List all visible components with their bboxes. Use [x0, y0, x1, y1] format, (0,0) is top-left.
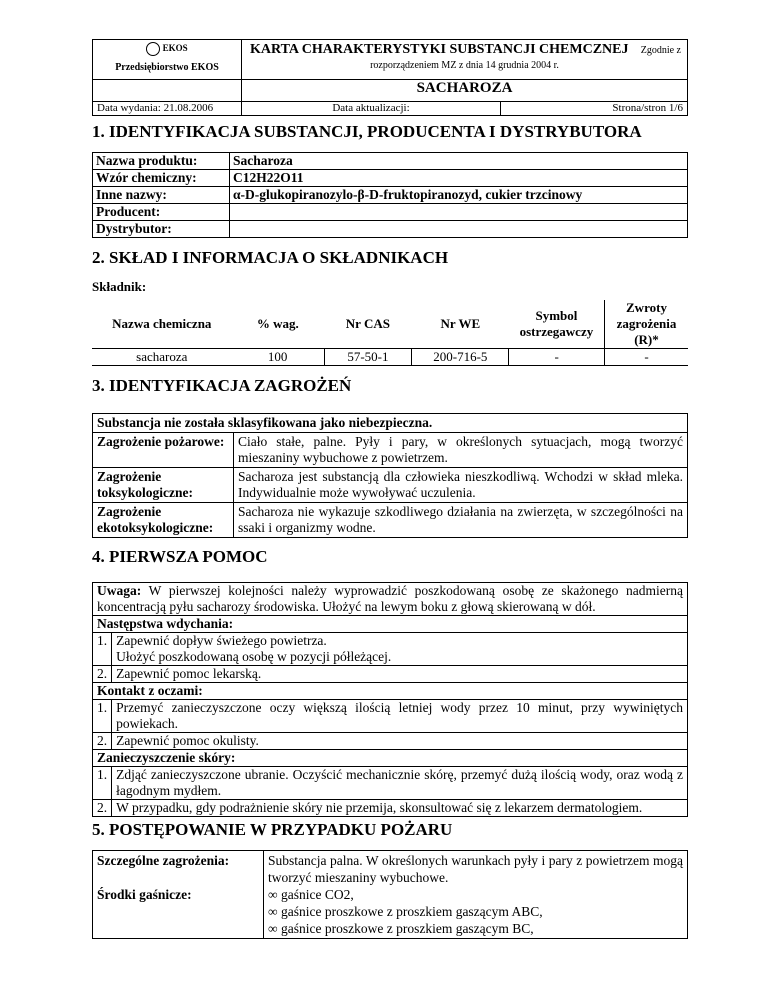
eye-step-1: Przemyć zanieczyszczone oczy większą ilością letniej wody przez 10 minut, przy wywiniętych powiekach.	[112, 700, 688, 733]
ecotoxicological-value: Sacharoza nie wykazuje szkodliwego działania na zwierzęta, w szczególności na ssaki i organizmy wodne.	[234, 503, 688, 538]
warning-text: W pierwszej kolejności należy wyprowadzić poszkodowaną osobę ze skażonego nadmierną koncentracją pyłu sacharozy środowiska. Ułożyć na lewym boku z głową skierowaną w dół.	[97, 583, 683, 614]
issue-date: Data wydania: 21.08.2006	[93, 102, 242, 116]
update-date: Data aktualizacji:	[242, 102, 501, 116]
product-name-value: Sacharoza	[230, 153, 688, 170]
skin-step-1: Zdjąć zanieczyszczone ubranie. Oczyścić mechanicznie skórę, przemyć dużą ilością wody, oraz wodą z łagodnym mydłem.	[112, 767, 688, 800]
cell-chemical-name: sacharoza	[92, 349, 232, 366]
inhalation-step-2: Zapewnić pomoc lekarską.	[112, 666, 688, 683]
ecotoxicological-label: Zagrożenie ekotoksykologiczne:	[93, 503, 234, 538]
compliance-note: Zgodnie z	[640, 45, 681, 56]
page-number: Strona/stron 1/6	[501, 102, 688, 116]
toxicological-label: Zagrożenie toksykologiczne:	[93, 468, 234, 503]
list-number: 1.	[93, 767, 112, 800]
classification-note: Substancja nie została sklasyfikowana jako niebezpieczna.	[93, 414, 688, 433]
company-cell	[93, 40, 242, 80]
formula-label: Wzór chemiczny:	[93, 170, 230, 187]
regulation-note: rozporządzeniem MZ z dnia 14 grudnia 2004 r.	[370, 60, 559, 71]
other-names-label: Inne nazwy:	[93, 187, 230, 204]
document-header	[92, 39, 688, 116]
extinguishing-label: Środki gaśnicze:	[97, 887, 192, 902]
list-number: 1.	[93, 633, 112, 666]
component-label: Składnik:	[92, 279, 147, 294]
other-names-value: α-D-glukopiranozylo-β-D-fruktopiranozyd, cukier trzcinowy	[230, 187, 688, 204]
substance-name: SACHAROZA	[242, 80, 688, 102]
inhalation-heading: Następstwa wdychania:	[93, 616, 688, 633]
distributor-label: Dystrybutor:	[93, 221, 230, 238]
extinguisher-item: ∞ gaśnice CO2,	[268, 887, 354, 902]
first-aid-table	[92, 582, 688, 817]
identification-table	[92, 152, 688, 238]
composition-table	[92, 300, 688, 366]
company-logo: EKOS	[97, 42, 237, 56]
distributor-value	[230, 221, 688, 238]
skin-step-2: W przypadku, gdy podrażnienie skóry nie przemija, skonsultować się z lekarzem dermatologiem.	[112, 800, 688, 817]
list-number: 2.	[93, 733, 112, 750]
formula-value: C12H22O11	[230, 170, 688, 187]
extinguisher-item: ∞ gaśnice proszkowe z proszkiem gaszącym ABC,	[268, 904, 543, 919]
hazards-table	[92, 413, 688, 538]
col-r-phrases: Zwroty zagrożenia (R)*	[604, 300, 688, 349]
eye-step-2: Zapewnić pomoc okulisty.	[112, 733, 688, 750]
skin-heading: Zanieczyszczenie skóry:	[93, 750, 688, 767]
list-number: 1.	[93, 700, 112, 733]
company-name: Przedsiębiorstwo EKOS	[115, 62, 219, 73]
section-3-heading: 3. IDENTYFIKACJA ZAGROŻEŃ	[92, 376, 352, 395]
section-2-heading: 2. SKŁAD I INFORMACJA O SKŁADNIKACH	[92, 248, 449, 267]
toxicological-value: Sacharoza jest substancją dla człowieka nieszkodliwą. Wchodzi w skład mleka. Indywidualnie może wywoływać uczulenia.	[234, 468, 688, 503]
first-aid-warning	[93, 583, 688, 616]
firefighting-table	[92, 850, 688, 939]
section-4-heading: 4. PIERWSZA POMOC	[92, 547, 268, 566]
extinguisher-item: ∞ gaśnice proszkowe z proszkiem gaszącym BC,	[268, 921, 534, 936]
fire-hazard-value: Ciało stałe, palne. Pyły i pary, w określonych sytuacjach, mogą tworzyć mieszaniny wybuchowe z powietrzem.	[234, 433, 688, 468]
col-chemical-name: Nazwa chemiczna	[92, 300, 232, 349]
section-5-heading: 5. POSTĘPOWANIE W PRZYPADKU POŻARU	[92, 820, 453, 839]
inhalation-step-1: Zapewnić dopływ świeżego powietrza. Ułożyć poszkodowaną osobę w pozycji półleżącej.	[112, 633, 688, 666]
list-number: 2.	[93, 800, 112, 817]
col-symbol: Symbol ostrzegawczy	[509, 300, 605, 349]
col-cas: Nr CAS	[324, 300, 412, 349]
list-number: 2.	[93, 666, 112, 683]
eye-contact-heading: Kontakt z oczami:	[93, 683, 688, 700]
document-title: KARTA CHARAKTERYSTYKI SUBSTANCJI CHEMCZNEJ	[250, 42, 629, 57]
col-weight: % wag.	[232, 300, 324, 349]
cell-symbol: -	[509, 349, 605, 366]
special-hazards-value: Substancja palna. W określonych warunkach pyły i pary z powietrzem mogą tworzyć mieszaniny wybuchowe. ∞ gaśnice CO2, ∞ gaśnice proszkowe z proszkiem gaszącym ABC, ∞ gaśnice proszkowe z proszkiem gaszącym BC,	[264, 851, 688, 939]
producer-label: Producent:	[93, 204, 230, 221]
cell-we: 200-716-5	[412, 349, 509, 366]
special-hazards-label: Szczególne zagrożenia: Środki gaśnicze:	[93, 851, 264, 939]
cell-r-phrases: -	[604, 349, 688, 366]
product-name-label: Nazwa produktu:	[93, 153, 230, 170]
cell-cas: 57-50-1	[324, 349, 412, 366]
section-1-heading: 1. IDENTYFIKACJA SUBSTANCJI, PRODUCENTA I DYSTRYBUTORA	[92, 122, 642, 141]
cell-weight: 100	[232, 349, 324, 366]
producer-value	[230, 204, 688, 221]
logo-icon	[146, 42, 160, 56]
warning-label: Uwaga:	[97, 583, 142, 598]
fire-hazard-label: Zagrożenie pożarowe:	[93, 433, 234, 468]
col-we: Nr WE	[412, 300, 509, 349]
